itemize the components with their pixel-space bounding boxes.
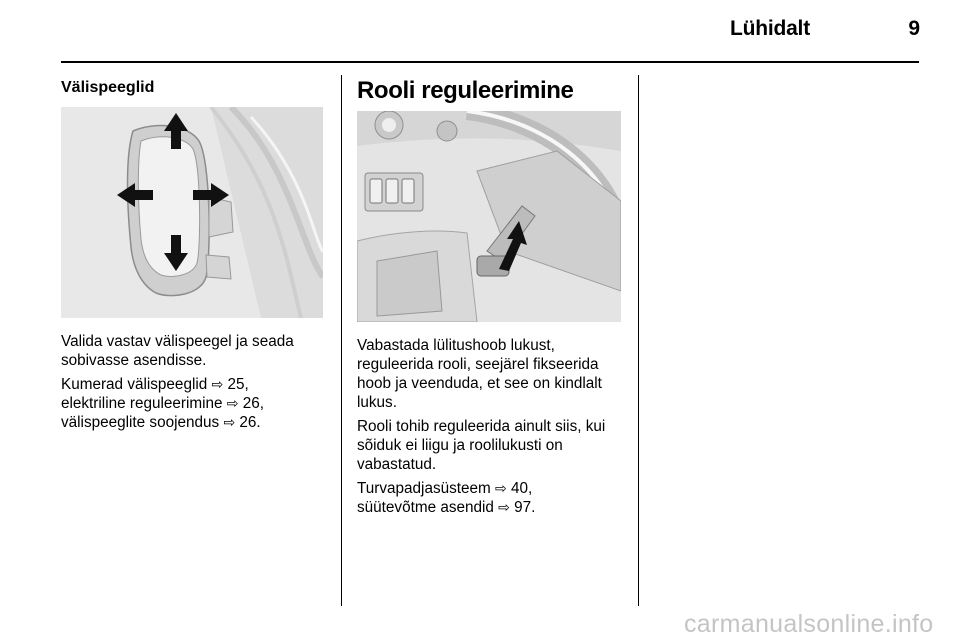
reference-arrow-icon: ⇨	[211, 376, 224, 392]
section-title-mirrors: Välispeeglid	[61, 79, 155, 96]
reference-arrow-icon: ⇨	[226, 395, 239, 411]
ref-link-convex-mirrors[interactable]: Kumerad välispeeglid ⇨ 25,	[61, 376, 249, 393]
page-number: 9	[908, 17, 920, 40]
steering-references	[357, 479, 627, 517]
steering-lever-illustration	[357, 111, 621, 322]
watermark-text: carmanualsonline.info	[684, 610, 934, 638]
mirrors-references	[61, 375, 323, 432]
mirror-adjust-illustration	[61, 107, 323, 318]
section-title-steering: Rooli reguleerimine	[357, 77, 574, 104]
header-rule	[61, 61, 919, 63]
ref-link-airbag-system[interactable]: Turvapadjasüsteem ⇨ 40,	[357, 480, 533, 497]
reference-arrow-icon: ⇨	[495, 480, 507, 496]
reference-arrow-icon: ⇨	[498, 499, 510, 515]
mirrors-text	[61, 332, 323, 437]
column-divider-2	[638, 75, 639, 606]
mirrors-paragraph: Valida vastav välispeegel ja seada sobivasse asendisse.	[61, 333, 294, 369]
steering-text	[357, 336, 627, 522]
steering-paragraph-1: Vabastada lülitushoob lukust, reguleerida rooli, seejärel fikseerida hoob ja veenduda, et see on kindlalt lukus.	[357, 337, 602, 411]
page-header-title: Lühidalt	[729, 17, 810, 40]
column-divider-1	[341, 75, 342, 606]
reference-arrow-icon: ⇨	[223, 414, 236, 430]
ref-link-ignition-positions[interactable]: süütevõtme asendid ⇨ 97.	[357, 499, 536, 516]
ref-link-electric-adjust[interactable]: elektriline reguleerimine ⇨ 26,	[61, 395, 265, 412]
steering-paragraph-2: Rooli tohib reguleerida ainult siis, kui sõiduk ei liigu ja roolilukusti on vabastatud.	[357, 418, 606, 473]
ref-link-mirror-heating[interactable]: välispeeglite soojendus ⇨ 26.	[61, 414, 261, 431]
